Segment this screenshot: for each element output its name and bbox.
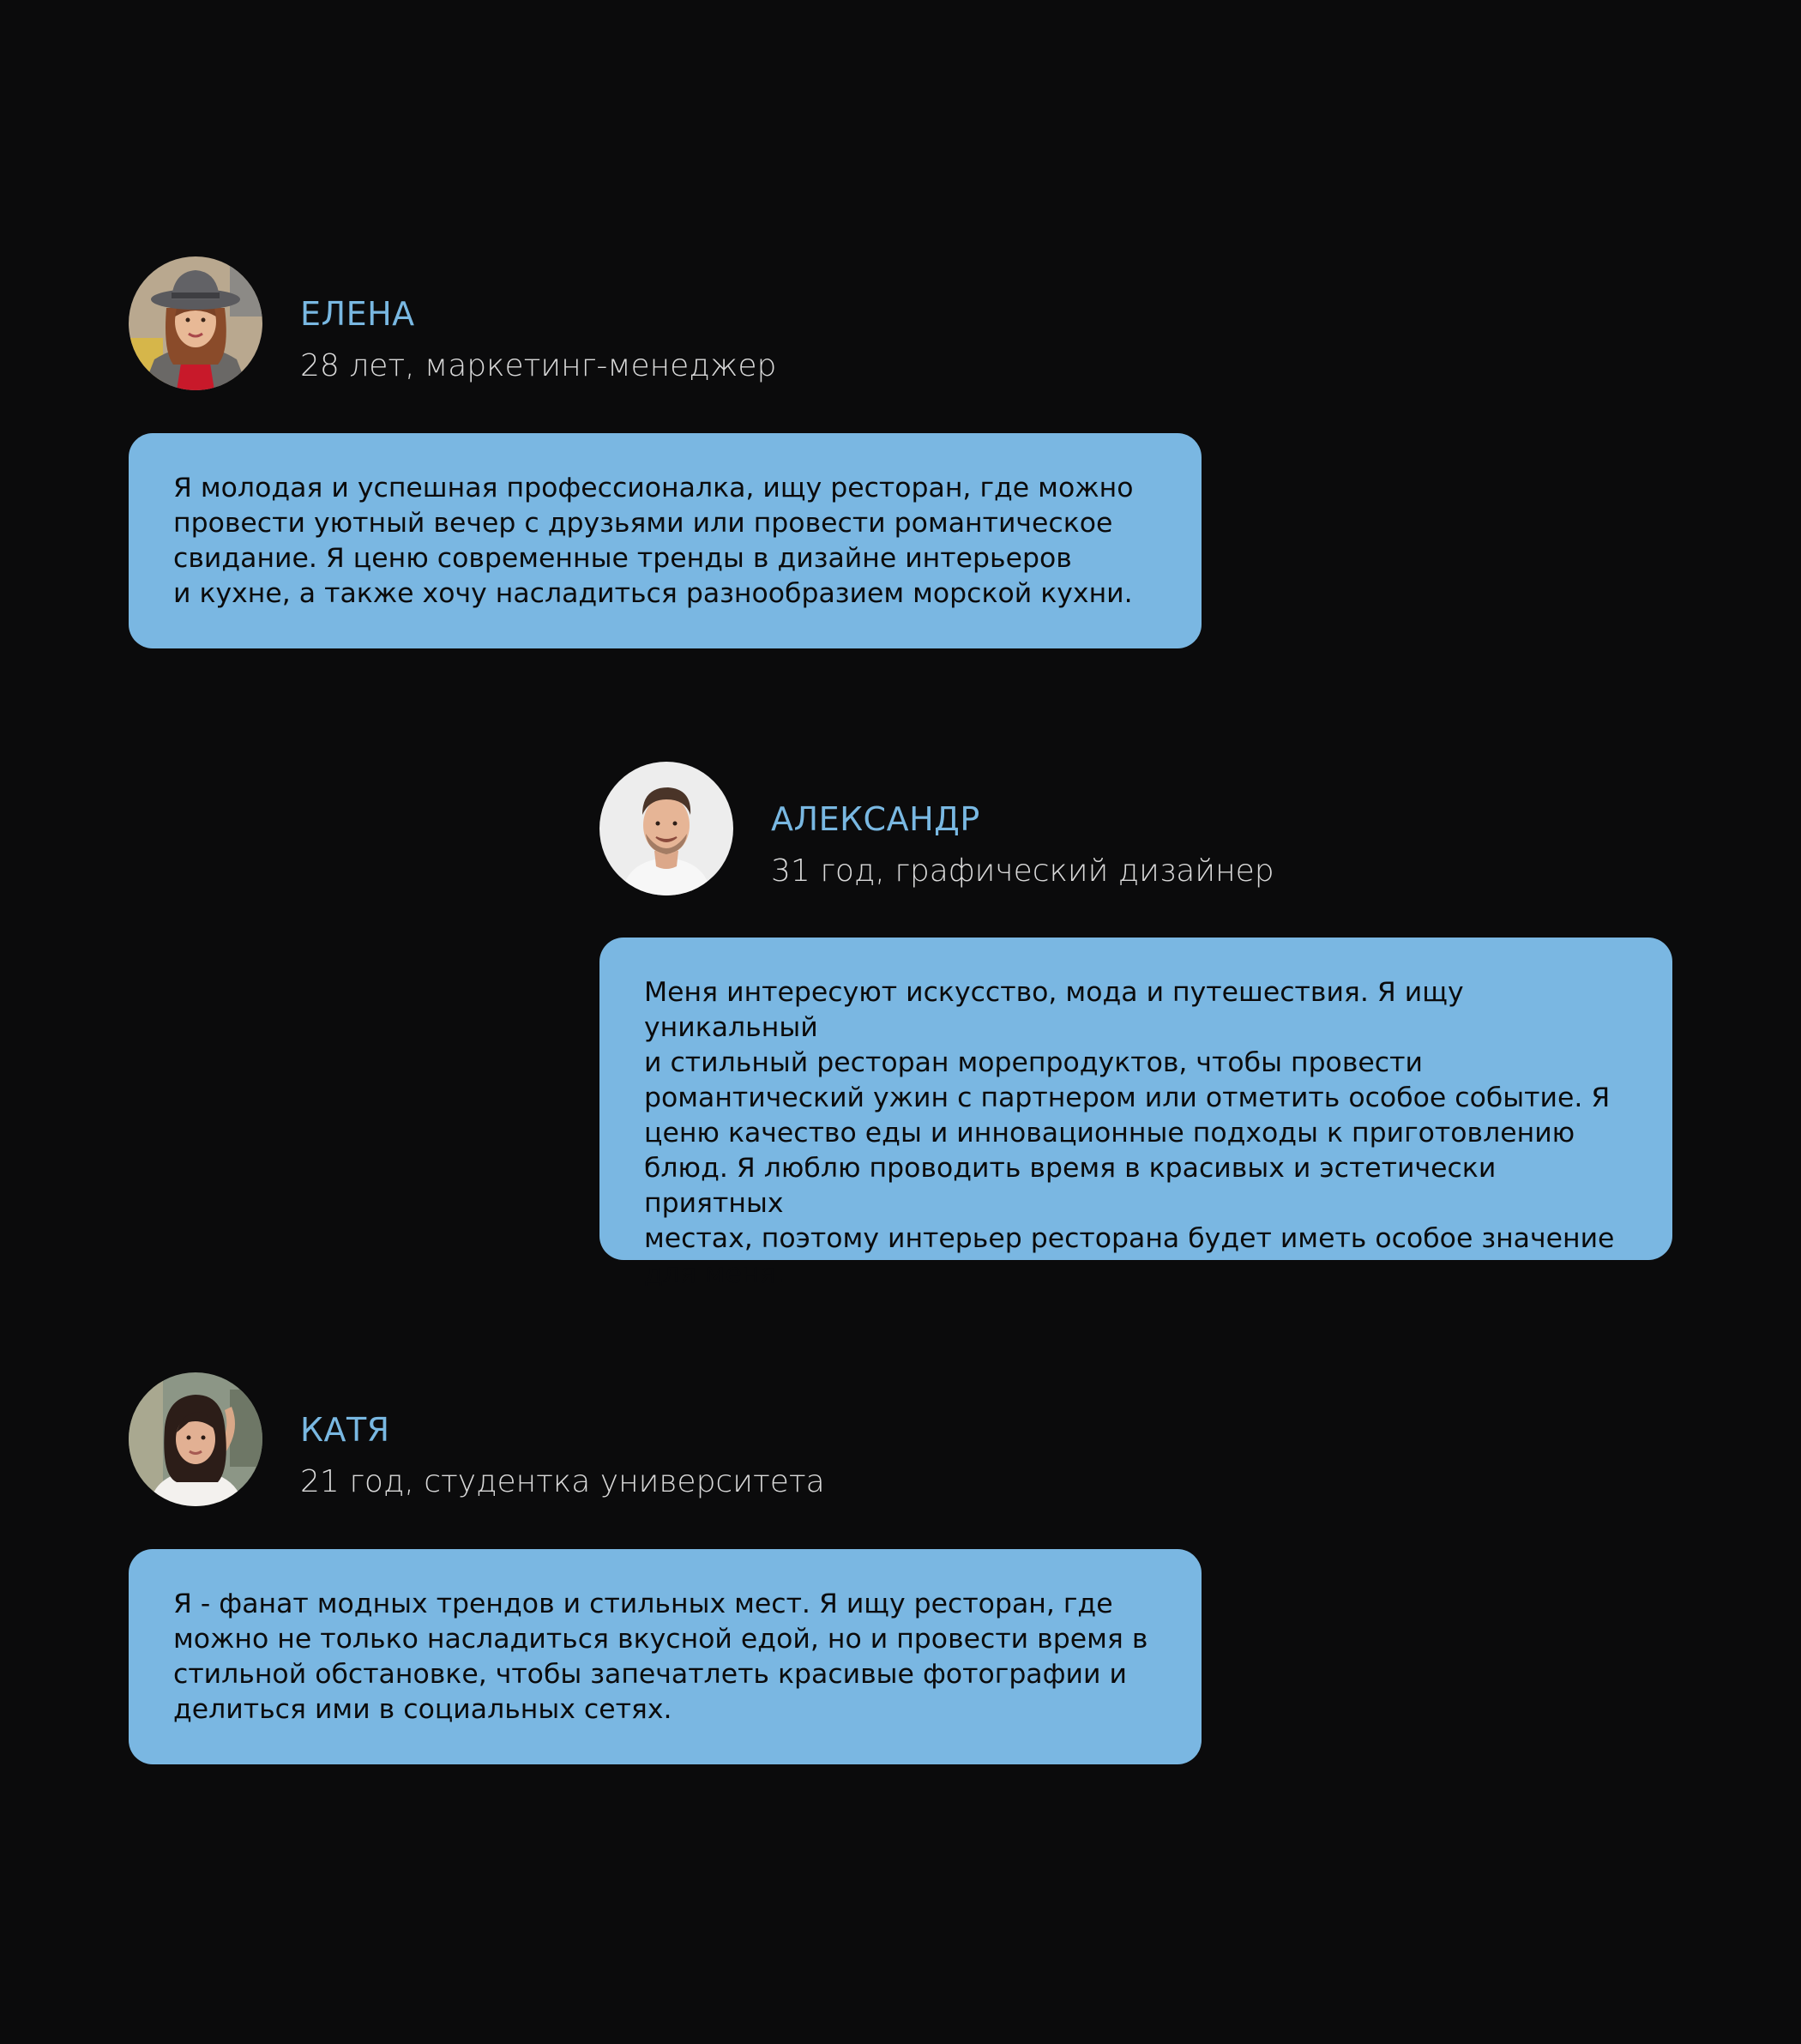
quote-text: Я молодая и успешная профессионалка, ищу ресторан, где можно провести уютный вечер с друзьями или провести романтическое свидание. Я ценю современные тренды в дизайне интерьеров и кухне, а также хочу насладиться разнообразием морской кухни. — [173, 473, 1134, 609]
persona-meta: 31 год, графический дизайнер — [771, 853, 1274, 889]
persona-name: АЛЕКСАНДР — [771, 800, 980, 838]
woman-in-hat-avatar — [129, 256, 262, 390]
dark-haired-woman-avatar — [129, 1372, 262, 1506]
quote-bubble — [129, 433, 1202, 648]
persona-meta: 21 год, студентка университета — [300, 1464, 825, 1499]
quote-text: Я - фанат модных трендов и стильных мест. Я ищу ресторан, где можно не только насладиться вкусной едой, но и провести время в стильной обстановке, чтобы запечатлеть красивые фотографии и делиться ими в социальных сетях. — [173, 1589, 1148, 1725]
persona-name: ЕЛЕНА — [300, 295, 415, 333]
persona-meta: 28 лет, маркетинг-менеджер — [300, 348, 777, 383]
persona-name: КАТЯ — [300, 1411, 390, 1449]
quote-bubble — [599, 938, 1672, 1289]
quote-text: Меня интересуют искусство, мода и путешествия. Я ищу уникальный и стильный ресторан морепродуктов, чтобы провести романтический ужин с партнером или отметить особое событие. Я ценю качество еды и инновационные подходы к приготовлению блюд. Я люблю проводить время в красивых и эстетически приятных местах, поэтому интерьер ресторана будет иметь особое значение для меня. — [644, 977, 1615, 1289]
quote-bubble — [129, 1549, 1202, 1764]
smiling-man-avatar — [599, 762, 733, 895]
